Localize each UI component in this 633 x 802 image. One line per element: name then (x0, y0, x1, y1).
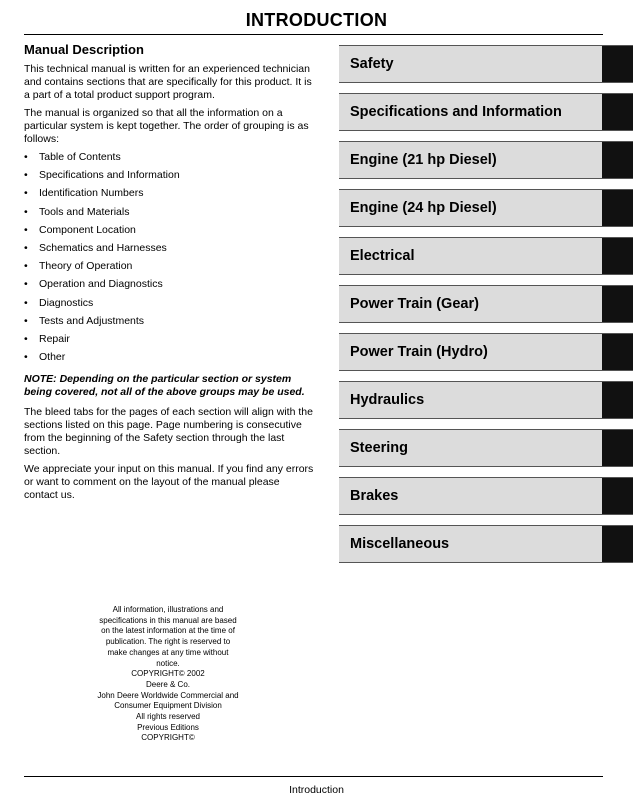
tab-hydraulics[interactable] (339, 381, 633, 419)
copyright-line: COPYRIGHT© (141, 733, 195, 743)
feedback-paragraph: We appreciate your input on this manual. If you find any errors or want to comment on the layout of the manual please contact us. (24, 463, 314, 502)
copyright-line: Consumer Equipment Division (114, 701, 222, 711)
tab-label: Safety (350, 56, 394, 72)
bullet-icon: • (24, 151, 28, 163)
bullet-icon: • (24, 332, 28, 345)
tab-label: Hydraulics (350, 392, 425, 408)
note-text: NOTE: Depending on the particular section or system being covered, not all of the above groups may be used. (24, 373, 305, 399)
list-item: • Table of Contents (24, 151, 121, 163)
copyright-line: make changes at any time without (107, 647, 229, 657)
list-item: • Tests and Adjustments (24, 314, 145, 327)
tab-label: Brakes (350, 488, 399, 504)
copyright-notice (88, 605, 248, 744)
bleed-tab-marker (602, 46, 633, 82)
bullet-icon: • (24, 278, 28, 291)
bullet-icon: • (24, 169, 28, 182)
bleed-tab-marker (602, 430, 633, 466)
bullet-icon: • (24, 223, 28, 236)
footer-divider (24, 776, 603, 777)
organization-paragraph: The manual is organized so that all the information on a particular system is kept together. The order of grouping is as follows: (24, 107, 309, 145)
section-tabs (339, 45, 633, 573)
intro-paragraph: This technical manual is written for an experienced technician and contains sections that are specifically for this product. It is a part of a total product support program. (24, 63, 312, 101)
tab-engine-21hp-diesel[interactable] (339, 141, 633, 179)
list-item: • Diagnostics (24, 296, 94, 309)
bullet-icon: • (24, 260, 28, 273)
tab-label: Steering (350, 440, 409, 456)
tab-miscellaneous[interactable] (339, 525, 633, 563)
bullet-icon: • (24, 205, 28, 218)
bullet-icon: • (24, 241, 28, 254)
copyright-line: notice. (156, 658, 180, 668)
copyright-line: All rights reserved (135, 712, 201, 722)
section-heading: Manual Description (24, 42, 144, 57)
list-item: • Theory of Operation (24, 260, 133, 273)
manual-description-section (24, 43, 314, 507)
list-item: • Identification Numbers (24, 187, 144, 200)
title-divider (24, 34, 603, 35)
bleed-tab-marker (602, 382, 633, 418)
tab-power-train-hydro[interactable] (339, 333, 633, 371)
bullet-icon: • (24, 351, 28, 364)
bleed-tab-marker (602, 334, 633, 370)
copyright-line: All information, illustrations and (112, 605, 224, 614)
bullet-icon: • (24, 296, 28, 309)
bullet-icon: • (24, 314, 28, 327)
page-title: INTRODUCTION (245, 10, 388, 30)
tab-electrical[interactable] (339, 237, 633, 275)
list-item: • Repair (24, 332, 70, 345)
tab-label: Engine (24 hp Diesel) (350, 200, 497, 216)
page-footer: Introduction (289, 784, 344, 796)
bleed-tab-marker (602, 286, 633, 322)
copyright-line: on the latest information at the time of (101, 626, 235, 636)
list-item: • Operation and Diagnostics (24, 278, 163, 291)
list-item: • Schematics and Harnesses (24, 241, 167, 254)
copyright-line: Previous Editions (137, 722, 199, 732)
tab-brakes[interactable] (339, 477, 633, 515)
tab-specifications-and-information[interactable] (339, 93, 633, 131)
list-item: • Tools and Materials (24, 205, 130, 218)
bullet-icon: • (24, 187, 28, 200)
copyright-line: publication. The right is reserved to (105, 637, 231, 647)
copyright-line: COPYRIGHT© 2002 (131, 669, 205, 679)
list-item: • Other (24, 351, 66, 364)
tab-power-train-gear[interactable] (339, 285, 633, 323)
list-item: • Specifications and Information (24, 169, 180, 182)
tab-label: Power Train (Gear) (350, 296, 479, 312)
bleed-tabs-paragraph: The bleed tabs for the pages of each section will align with the sections listed on this page. Page numbering is consecutive from the beginning of the Safety section through the last section. (24, 406, 313, 458)
bleed-tab-marker (602, 478, 633, 514)
tab-steering[interactable] (339, 429, 633, 467)
bleed-tab-marker (602, 142, 633, 178)
bleed-tab-marker (602, 190, 633, 226)
tab-safety[interactable] (339, 45, 633, 83)
bleed-tab-marker (602, 94, 633, 130)
tab-engine-24hp-diesel[interactable] (339, 189, 633, 227)
grouping-list (24, 151, 314, 369)
bleed-tab-marker (602, 526, 633, 562)
tab-label: Miscellaneous (350, 536, 450, 552)
copyright-line: specifications in this manual are based (99, 615, 237, 625)
tab-label: Engine (21 hp Diesel) (350, 152, 497, 168)
tab-label: Power Train (Hydro) (350, 344, 488, 360)
bleed-tab-marker (602, 238, 633, 274)
copyright-line: Deere & Co. (145, 679, 191, 689)
tab-label: Specifications and Information (350, 104, 562, 120)
copyright-line: John Deere Worldwide Commercial and (97, 690, 239, 700)
list-item: • Component Location (24, 223, 136, 236)
tab-label: Electrical (350, 248, 415, 264)
